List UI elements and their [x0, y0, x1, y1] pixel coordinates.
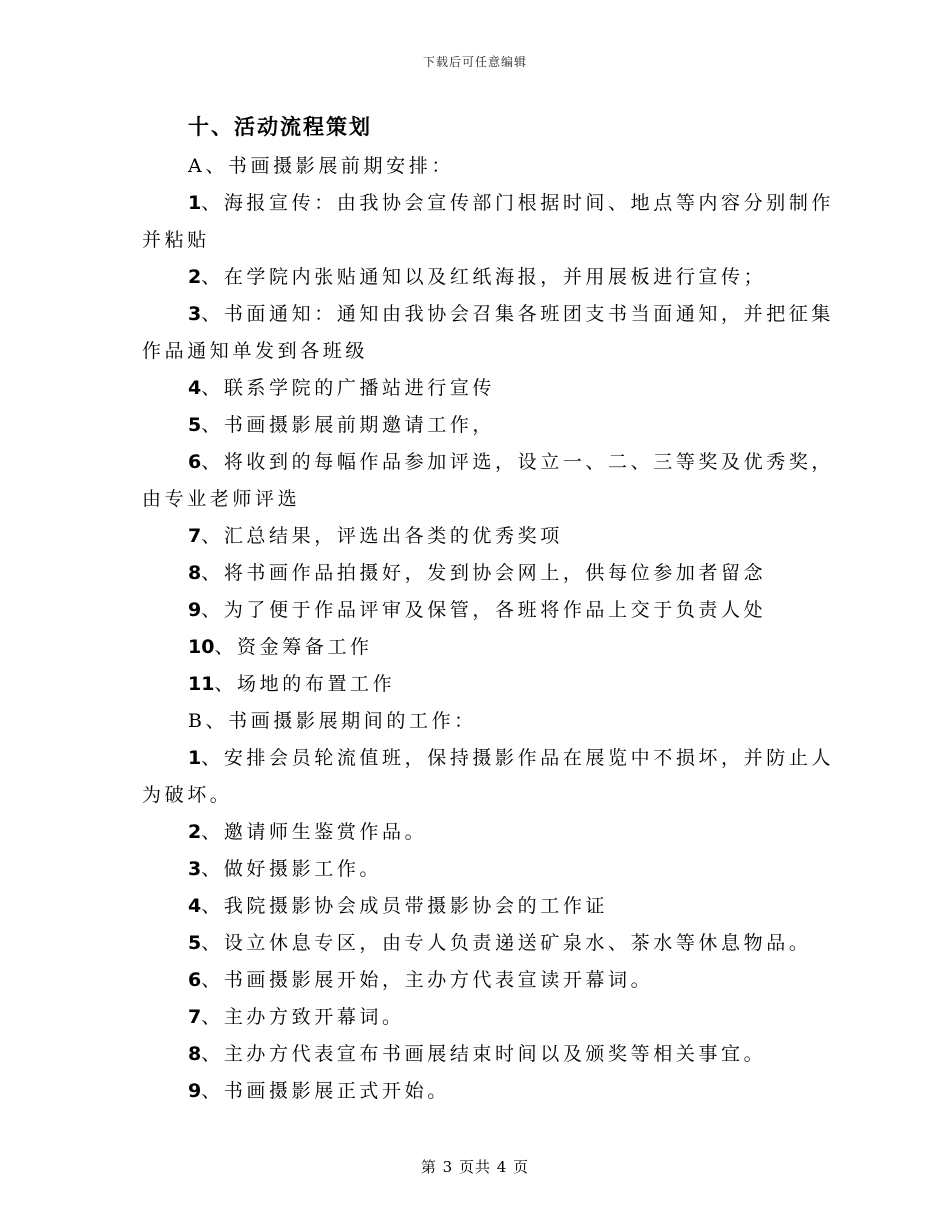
paragraph-line — [188, 854, 382, 881]
line-text: 、我院摄影协会成员带摄影协会的工作证 — [201, 895, 609, 917]
line-text: 、主办方致开幕词。 — [201, 1006, 405, 1028]
item-number: 7 — [188, 525, 202, 547]
line-text: 、汇总结果，评选出各类的优秀奖项 — [201, 525, 563, 547]
page-header: 下载后可任意编辑 — [422, 55, 527, 69]
item-number: 2 — [188, 266, 202, 288]
item-number: 5 — [188, 414, 202, 436]
paragraph-line — [188, 891, 608, 918]
item-number: 9 — [188, 599, 202, 621]
line-text: 、将收到的每幅作品参加评选，设立一、二、三等奖及优秀奖， — [201, 451, 835, 473]
item-number: 4 — [188, 377, 202, 399]
item-number: 7 — [188, 1006, 202, 1028]
item-number: 5 — [188, 932, 202, 954]
item-number: 11 — [188, 673, 215, 695]
item-number: 6 — [188, 451, 202, 473]
item-number: 1 — [188, 192, 202, 214]
paragraph-line — [188, 151, 454, 178]
line-text: A、书画摄影展前期安排： — [188, 155, 454, 177]
item-number: 1 — [188, 747, 202, 769]
paragraph-line — [188, 1039, 766, 1066]
paragraph-line — [188, 410, 495, 437]
paragraph-line — [188, 1076, 450, 1103]
page-footer: 第 3 页共 4 页 — [420, 1158, 530, 1176]
item-number: 8 — [188, 1043, 202, 1065]
paragraph-line — [188, 373, 495, 400]
item-number: 2 — [188, 821, 202, 843]
paragraph-line — [188, 188, 834, 215]
line-text: 、做好摄影工作。 — [201, 858, 383, 880]
line-text: 、联系学院的广播站进行宣传 — [201, 377, 496, 399]
line-text: 、邀请师生鉴赏作品。 — [201, 821, 428, 843]
paragraph-continuation — [142, 336, 368, 363]
paragraph-line — [188, 521, 563, 548]
line-text: 、海报宣传：由我协会宣传部门根据时间、地点等内容分别制作 — [201, 192, 835, 214]
line-text: 、书画摄影展前期邀请工作， — [201, 414, 496, 436]
line-text: 、在学院内张贴通知以及红纸海报，并用展板进行宣传； — [201, 266, 767, 288]
line-text: 、为了便于作品评审及保管，各班将作品上交于负责人处 — [201, 599, 767, 621]
paragraph-line — [188, 447, 834, 474]
paragraph-line — [188, 595, 766, 622]
paragraph-line — [188, 1002, 405, 1029]
paragraph-line — [188, 299, 834, 326]
paragraph-continuation — [142, 780, 232, 807]
line-text: 、书画摄影展开始，主办方代表宣读开幕词。 — [201, 969, 654, 991]
paragraph-line — [188, 965, 653, 992]
item-number: 3 — [188, 303, 202, 325]
paragraph-line — [188, 706, 477, 733]
line-text: 、设立休息专区，由专人负责递送矿泉水、茶水等休息物品。 — [201, 932, 812, 954]
item-number: 3 — [188, 858, 202, 880]
paragraph-continuation — [142, 484, 300, 511]
item-number: 8 — [188, 562, 202, 584]
item-number: 10 — [188, 636, 215, 658]
line-text: 、主办方代表宣布书画展结束时间以及颁奖等相关事宜。 — [201, 1043, 767, 1065]
item-number: 6 — [188, 969, 202, 991]
line-text: 为破坏。 — [142, 784, 233, 806]
line-text: 、场地的布置工作 — [214, 673, 396, 695]
line-text: 作品通知单发到各班级 — [142, 340, 369, 362]
line-text: 、书面通知：通知由我协会召集各班团支书当面通知，并把征集 — [201, 303, 835, 325]
paragraph-line — [188, 928, 811, 955]
line-text: 并粘贴 — [142, 229, 210, 251]
item-number: 4 — [188, 895, 202, 917]
paragraph-line — [188, 817, 427, 844]
line-text: 由专业老师评选 — [142, 488, 301, 510]
line-text: 、安排会员轮流值班，保持摄影作品在展览中不损坏，并防止人 — [201, 747, 835, 769]
paragraph-line — [188, 632, 373, 659]
line-text: B、书画摄影展期间的工作： — [188, 710, 477, 732]
paragraph-line — [188, 743, 834, 770]
line-text: 、书画摄影展正式开始。 — [201, 1080, 450, 1102]
paragraph-line — [188, 669, 395, 696]
paragraph-line — [188, 262, 766, 289]
item-number: 9 — [188, 1080, 202, 1102]
paragraph-continuation — [142, 225, 210, 252]
section-title: 十、活动流程策划 — [188, 115, 372, 139]
paragraph-line — [188, 558, 766, 585]
line-text: 、资金筹备工作 — [214, 636, 373, 658]
line-text: 、将书画作品拍摄好，发到协会网上，供每位参加者留念 — [201, 562, 767, 584]
